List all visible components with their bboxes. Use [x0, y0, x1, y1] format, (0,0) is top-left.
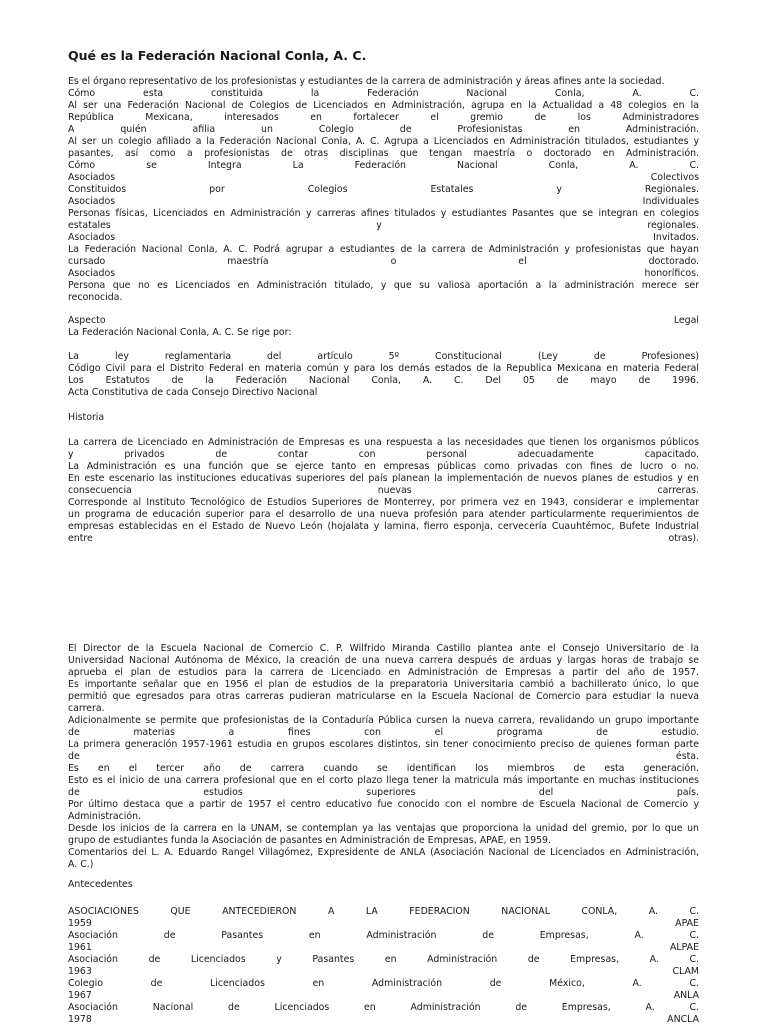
text-line: Acta Constitutiva de cada Consejo Directivo Nacional: [68, 387, 318, 398]
text-line: La primera generación 1957-1961 estudia en grupos escolares distintos, sin tener conocimiento preciso de quienes forman parte: [68, 739, 699, 750]
text-line: aprueba el plan de estudios para la carrera de Licenciado en Administración de Empresas a partir del año de 1957.: [68, 667, 699, 678]
laws-section: [68, 351, 699, 399]
text-line: empresas establecidas en el Estado de Nuevo León (hojalata y lamina, fierro esponja, cervecería Cuauhtémoc, Bufete Industrial: [68, 521, 699, 532]
antecedentes-heading: Antecedentes: [68, 879, 133, 890]
text-line: permitió que egresados para otras carreras pudieran matricularse en la Escuela Nacional de Comercio para estudiar la nueva: [68, 691, 699, 702]
text-line: estatales y regionales.: [68, 220, 699, 231]
text-line: Esto es el inicio de una carrera profesional que en el corto plazo llega tener la matricula más importante en muchas instituciones: [68, 775, 699, 786]
intro-section: [68, 76, 699, 304]
text-line: Administración.: [68, 811, 142, 822]
text-line: La ley reglamentaria del artículo 5º Constitucional (Ley de Profesiones): [68, 351, 699, 362]
unam-section: [68, 643, 699, 871]
text-line: Asociados Individuales: [68, 196, 699, 207]
text-line: Al ser una Federación Nacional de Colegios de Licenciados en Administración, agrupa en la Actualidad a 48 colegios en la: [68, 100, 699, 111]
text-line: Asociados honoríficos.: [68, 268, 699, 279]
text-line: pasantes, así como a profesionistas de otras disciplinas que tengan maestría o doctorado en Administración.: [68, 148, 699, 159]
text-line: Constituidos por Colegios Estatales y Regionales.: [68, 184, 699, 195]
text-line: Por último destaca que a partir de 1957 el centro educativo fue conocido con el nombre de Escuela Nacional de Comercio y: [68, 799, 699, 810]
text-line: La Federación Nacional Conla, A. C. Podrá agrupar a estudiantes de la carrera de Administración y profesionistas que hayan: [68, 244, 699, 255]
text-line: Código Civil para el Distrito Federal en materia común y para los demás estados de la Republica Mexicana en materia Federal: [68, 363, 699, 374]
text-line: reconocida.: [68, 292, 123, 303]
text-line: Es importante señalar que en 1956 el plan de estudios de la preparatoria Universitaria cambió a bachillerato único, lo que: [68, 679, 699, 690]
text-line: A. C.): [68, 859, 94, 870]
antecedentes-section: [68, 906, 699, 1026]
text-line: Adicionalmente se permite que profesionistas de la Contaduría Pública cursen la nueva carrera, revalidando un grupo importante: [68, 715, 699, 726]
text-line: 1967 ANLA: [68, 990, 699, 1001]
text-line: Comentarios del L. A. Eduardo Rangel Villagómez, Expresidente de ANLA (Asociación Nacional de Licenciados en Administración,: [68, 847, 699, 858]
text-line: un programa de educación superior para el desarrollo de una nueva profesión para atender particularmente requerimientos de: [68, 509, 699, 520]
text-line: Asociados Colectivos: [68, 172, 699, 183]
text-line: La Administración es una función que se ejerce tanto en empresas públicas como privadas con fines de lucro o no.: [68, 461, 699, 472]
text-line: Al ser un colegio afiliado a la Federación Nacional Conla, A. C. Agrupa a Licenciados en Administración titulados, estudiantes y: [68, 136, 699, 147]
text-line: carrera.: [68, 703, 105, 714]
text-line: Corresponde al Instituto Tecnológico de Estudios Superiores de Monterrey, por primera vez en 1943, considerar e implementar: [68, 497, 699, 508]
text-line: República Mexicana, interesados en fortalecer el gremio de los Administradores: [68, 112, 699, 123]
text-line: de ésta.: [68, 751, 699, 762]
text-line: Cómo se Integra La Federación Nacional Conla, A. C.: [68, 160, 699, 171]
text-line: En este escenario las instituciones educativas superiores del país planean la implementación de nuevos planes de estudios y en: [68, 473, 699, 484]
text-line: ASOCIACIONES QUE ANTECEDIERON A LA FEDERACIÓN NACIONAL CONLA, A. C.: [68, 906, 699, 917]
text-line: grupo de estudiantes funda la Asociación de pasantes en Administración de Empresas, APAE, en 1959.: [68, 835, 551, 846]
text-line: cursado maestría o el doctorado.: [68, 256, 699, 267]
text-line: Asociación de Pasantes en Administración de Empresas, A. C.: [68, 930, 699, 941]
text-line: Universidad Nacional Autónoma de México, la creación de una nueva carrera después de arduas y largas horas de trabajo se: [68, 655, 699, 666]
text-line: Personas físicas, Licenciados en Administración y carreras afines titulados y estudiantes Pasantes que se integran en colegios: [68, 208, 699, 219]
text-line: 1961 ALPAE: [68, 942, 699, 953]
page-title: Qué es la Federación Nacional Conla, A. C.: [68, 48, 367, 63]
text-line: Asociación de Licenciados y Pasantes en Administración de Empresas, A. C.: [68, 954, 699, 965]
text-line: Aspecto Legal: [68, 315, 699, 326]
text-line: El Director de la Escuela Nacional de Comercio C. P. Wilfrido Miranda Castillo plantea ante el Consejo Universitario de la: [68, 643, 699, 654]
history-section: [68, 437, 699, 545]
text-line: entre otras).: [68, 533, 699, 544]
text-line: La Federación Nacional Conla, A. C. Se rige por:: [68, 327, 292, 338]
text-line: Es en el tercer año de carrera cuando se identifican los miembros de esta generación.: [68, 763, 699, 774]
text-line: Desde los inicios de la carrera en la UNAM, se contemplan ya las ventajas que proporciona la unidad del gremio, por lo que un: [68, 823, 699, 834]
text-line: Colegio de Licenciados en Administración de México, A. C.: [68, 978, 699, 989]
text-line: Cómo esta constituida la Federación Nacional Conla, A. C.: [68, 88, 699, 99]
text-line: La carrera de Licenciado en Administración de Empresas es una respuesta a las necesidades que tienen los organismos públicos: [68, 437, 699, 448]
text-line: Asociación Nacional de Licenciados en Administración de Empresas, A. C.: [68, 1002, 699, 1013]
text-line: Es el órgano representativo de los profesionistas y estudiantes de la carrera de administración y áreas afines ante la sociedad.: [68, 76, 665, 87]
text-line: 1978 ANCLA: [68, 1014, 699, 1025]
text-line: Persona que no es Licenciados en Administración titulado, y que su valiosa aportación a la administración merece ser: [68, 280, 699, 291]
history-heading: Historia: [68, 412, 105, 423]
text-line: A quién afilia un Colegio de Profesionistas en Administración.: [68, 124, 699, 135]
legal-section: [68, 315, 699, 339]
text-line: 1959 APAE: [68, 918, 699, 929]
text-line: 1963 CLAM: [68, 966, 699, 977]
text-line: de estudios superiores del país.: [68, 787, 699, 798]
text-line: de materias a fines con el programa de estudio.: [68, 727, 699, 738]
text-line: Asociados Invitados.: [68, 232, 699, 243]
text-line: Los Estatutos de la Federación Nacional Conla, A. C. Del 05 de mayo de 1996.: [68, 375, 699, 386]
text-line: y privados de contar con personal adecuadamente capacitado.: [68, 449, 699, 460]
text-line: consecuencia nuevas carreras.: [68, 485, 699, 496]
